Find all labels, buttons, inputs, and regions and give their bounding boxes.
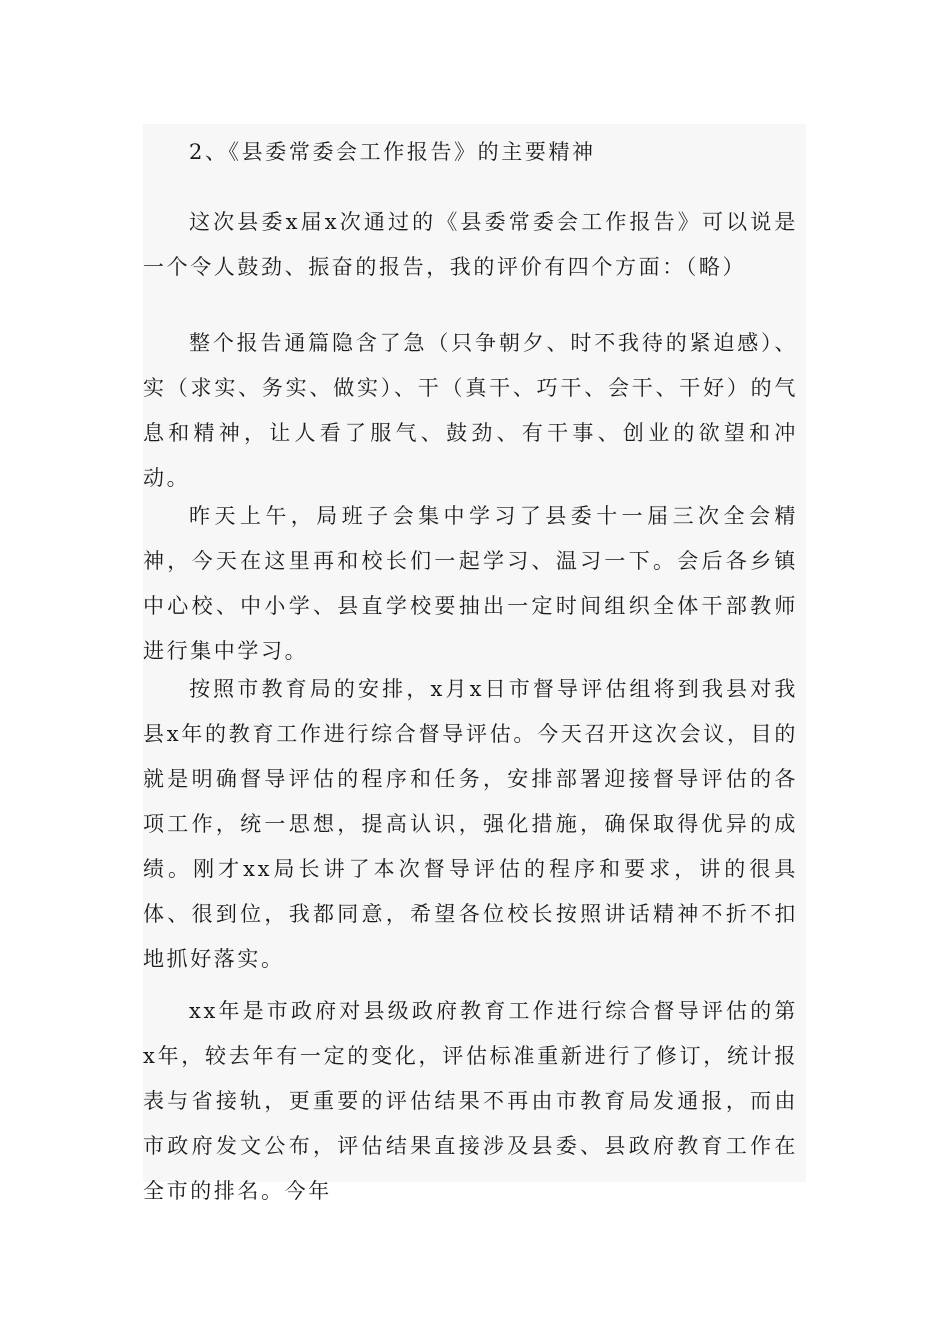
paragraph: 昨天上午，局班子会集中学习了县委十一届三次全会精神，今天在这里再和校长们一起学习、温习一下。会后各乡镇中心校、中小学、县直学校要抽出一定时间组织全体干部教师进行集中学习。 (143, 504, 798, 663)
paragraph: 按照市教育局的安排，x月x日市督导评估组将到我县对我县x年的教育工作进行综合督导评估。今天召开这次会议，目的就是明确督导评估的程序和任务，安排部署迎接督导评估的各项工作，统一思想，提高认识，强化措施，确保取得优异的成绩。刚才xx局长讲了本次督导评估的程序和要求，讲的很具体、很到位，我都同意，希望各位校长按照讲话精神不折不扣地抓好落实。 (143, 677, 798, 971)
paragraph: 这次县委x届x次通过的《县委常委会工作报告》可以说是一个令人鼓劲、振奋的报告，我的评价有四个方面：（略） (143, 210, 798, 279)
paragraph: 整个报告通篇隐含了急（只争朝夕、时不我待的紧迫感）、实（求实、务实、做实）、干（真干、巧干、会干、干好）的气息和精神，让人看了服气、鼓劲、有干事、创业的欲望和冲动。 (143, 331, 798, 490)
document-page (143, 124, 806, 1203)
section-heading: 2、《县委常委会工作报告》的主要精神 (189, 140, 596, 164)
paragraph: xx年是市政府对县级政府教育工作进行综合督导评估的第x年，较去年有一定的变化，评估标准重新进行了修订，统计报表与省接轨，更重要的评估结果不再由市教育局发通报，而由市政府发文公布，评估结果直接涉及县委、县政府教育工作在全市的排名。今年 (143, 999, 798, 1203)
